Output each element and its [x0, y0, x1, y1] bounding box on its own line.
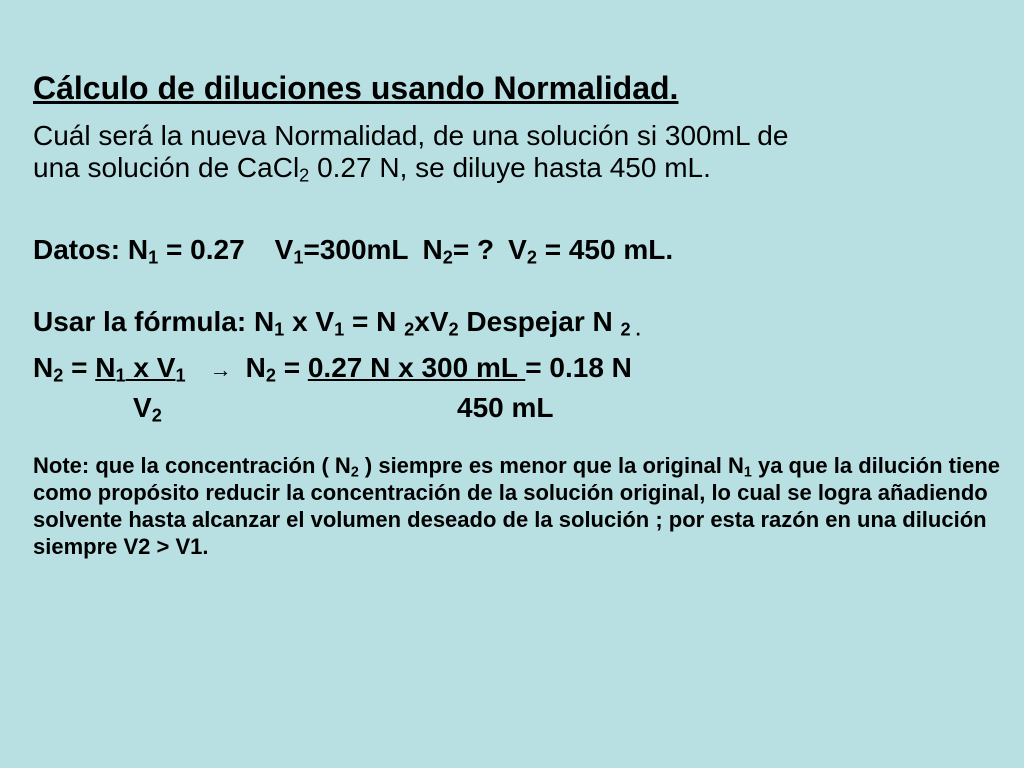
v2-symbol: V [508, 234, 527, 265]
eq-num-v-subscript: 1 [175, 365, 186, 386]
n1-subscript: 1 [148, 247, 159, 268]
eq-den-v-subscript: 2 [151, 405, 162, 426]
formula-line [33, 306, 641, 338]
eq-num-n: N [95, 352, 116, 383]
note-text-2: ) siempre es menor que la original N [358, 453, 744, 478]
note-sub-1: 2 [350, 464, 359, 481]
question-line-2-a: una solución de CaCl [33, 152, 300, 183]
formula-text-b: x V [284, 306, 335, 337]
eq-num-xv: x V [125, 352, 176, 383]
formula-sub-1: 1 [274, 319, 285, 340]
eq-equals: = [63, 352, 96, 383]
formula-text-c: = N [344, 306, 405, 337]
note-text-3: ya que la dilución tiene como propósito reducir la concentración de la solución original, lo cual se logra añadiendo solvente hasta alcanzar el volumen deseado de la solución ; por esta razón en una dilución siempre V2 > V1. [33, 453, 1001, 559]
question-line-2-b: 0.27 N, se diluye hasta 450 mL. [309, 152, 711, 183]
eq-n2-lhs: N [33, 352, 54, 383]
slide-title: Cálculo de diluciones usando Normalidad. [33, 70, 679, 106]
datos-line [33, 234, 673, 266]
eq-n2-lhs-subscript: 2 [53, 365, 64, 386]
datos-label: Datos: N [33, 234, 149, 265]
formula-sub-2: 1 [334, 319, 345, 340]
question-text [33, 120, 788, 184]
formula-sub-3: 2 [404, 319, 415, 340]
eq-denominator [133, 392, 162, 424]
v2-subscript: 2 [526, 247, 537, 268]
formula-text-e: Despejar N [458, 306, 621, 337]
cacl2-subscript: 2 [299, 165, 310, 186]
v1-subscript: 1 [293, 247, 304, 268]
n2-symbol: N [422, 234, 443, 265]
eq-numerator-2: 0.27 N x 300 mL [307, 352, 526, 383]
formula-text-d: xV [414, 306, 449, 337]
v1-value: =300mL [303, 234, 409, 265]
n2-value: = ? [452, 234, 495, 265]
formula-text-a: Usar la fórmula: N [33, 306, 275, 337]
formula-sub-5: 2 . [620, 319, 641, 340]
question-line-1: Cuál será la nueva Normalidad, de una solución si 300mL de [33, 120, 789, 151]
eq-equals-2: = [275, 352, 308, 383]
n2-subscript: 2 [442, 247, 453, 268]
eq-n2-rhs-subscript: 2 [265, 365, 276, 386]
n1-value: = 0.27 [158, 234, 245, 265]
eq-result: = 0.18 N [525, 352, 632, 383]
eq-num-n-subscript: 1 [115, 365, 126, 386]
question-line-2 [33, 152, 788, 184]
equation-line [33, 352, 632, 384]
arrow-icon: → [209, 357, 232, 382]
v2-value: = 450 mL. [536, 234, 674, 265]
eq-numerator [95, 352, 186, 386]
eq-denominator-2: 450 mL [457, 392, 554, 423]
note-text-1: Note: que la concentración ( N [33, 453, 351, 478]
note-paragraph [33, 452, 1003, 560]
v1-symbol: V [274, 234, 294, 265]
formula-sub-4: 2 [448, 319, 459, 340]
note-sub-2: 1 [743, 464, 752, 481]
eq-n2-rhs: N [245, 352, 266, 383]
eq-den-v: V [133, 392, 152, 423]
